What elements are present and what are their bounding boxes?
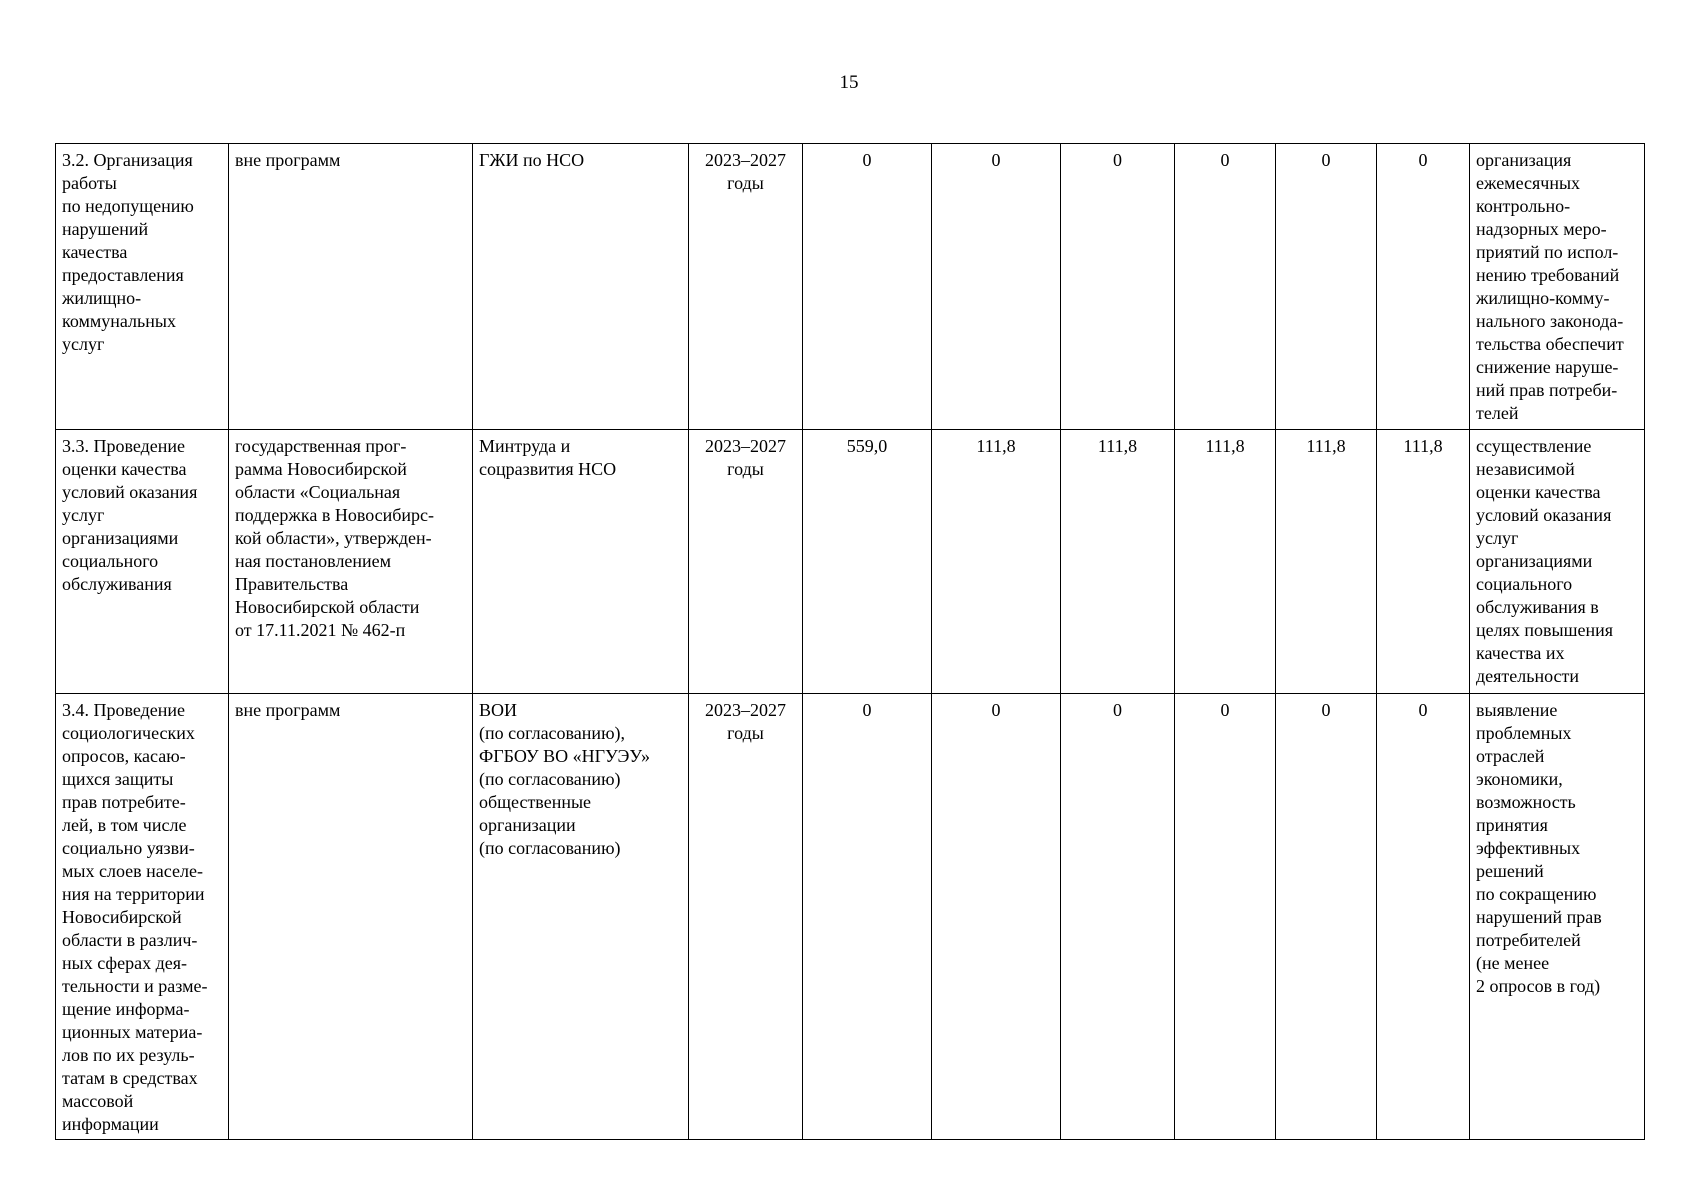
funding-total-cell: 559,0 — [803, 430, 932, 694]
measures-table — [55, 143, 1645, 1140]
table-row — [56, 430, 1645, 694]
period-cell: 2023–2027 годы — [689, 694, 803, 1140]
page-number: 15 — [839, 72, 859, 93]
funding-year-cell: 0 — [932, 694, 1061, 1140]
funding-year-cell: 0 — [932, 144, 1061, 430]
program-cell: вне программ — [229, 144, 473, 430]
funding-year-cell: 111,8 — [932, 430, 1061, 694]
executor-cell: ВОИ (по согласованию), ФГБОУ ВО «НГУЭУ» (по согласованию) общественные организации (по согласованию) — [473, 694, 689, 1140]
result-cell: ссуществление независимой оценки качества условий оказания услуг организациями социального обслуживания в целях повышения качества их деятельности — [1470, 430, 1645, 694]
funding-year-cell: 0 — [1276, 694, 1377, 1140]
funding-year-cell: 0 — [1276, 144, 1377, 430]
funding-year-cell: 111,8 — [1175, 430, 1276, 694]
funding-year-cell: 0 — [1061, 144, 1175, 430]
funding-year-cell: 111,8 — [1276, 430, 1377, 694]
funding-total-cell: 0 — [803, 694, 932, 1140]
funding-year-cell: 0 — [1377, 144, 1470, 430]
measure-cell: 3.4. Проведение социологических опросов, касаю- щихся защиты прав потребите- лей, в том числе социально уязви- мых слоев населе- ния на территории Новосибирской области в различ- ных сферах дея- тельности и разме- щение информа- ционных материа- лов по их резуль- татам в средствах массовой информации — [56, 694, 229, 1140]
period-cell: 2023–2027 годы — [689, 430, 803, 694]
funding-year-cell: 0 — [1175, 694, 1276, 1140]
result-cell: организация ежемесячных контрольно- надзорных меро- приятий по испол- нению требований жилищно-комму- нального законода- тельства обеспечит снижение наруше- ний прав потреби- телей — [1470, 144, 1645, 430]
result-cell: выявление проблемных отраслей экономики, возможность принятия эффективных решений по сокращению нарушений прав потребителей (не менее 2 опросов в год) — [1470, 694, 1645, 1140]
funding-year-cell: 0 — [1061, 694, 1175, 1140]
funding-year-cell: 111,8 — [1377, 430, 1470, 694]
executor-cell: ГЖИ по НСО — [473, 144, 689, 430]
funding-year-cell: 0 — [1175, 144, 1276, 430]
executor-cell: Минтруда и соцразвития НСО — [473, 430, 689, 694]
measure-cell: 3.2. Организация работы по недопущению нарушений качества предоставления жилищно- коммунальных услуг — [56, 144, 229, 430]
table-row — [56, 144, 1645, 430]
program-cell: государственная прог- рамма Новосибирской области «Социальная поддержка в Новосибирс- кой области», утвержден- ная постановлением Правительства Новосибирской области от 17.11.2021 № 462-п — [229, 430, 473, 694]
table-row — [56, 694, 1645, 1140]
funding-total-cell: 0 — [803, 144, 932, 430]
period-cell: 2023–2027 годы — [689, 144, 803, 430]
funding-year-cell: 111,8 — [1061, 430, 1175, 694]
funding-year-cell: 0 — [1377, 694, 1470, 1140]
program-cell: вне программ — [229, 694, 473, 1140]
measure-cell: 3.3. Проведение оценки качества условий оказания услуг организациями социального обслуживания — [56, 430, 229, 694]
